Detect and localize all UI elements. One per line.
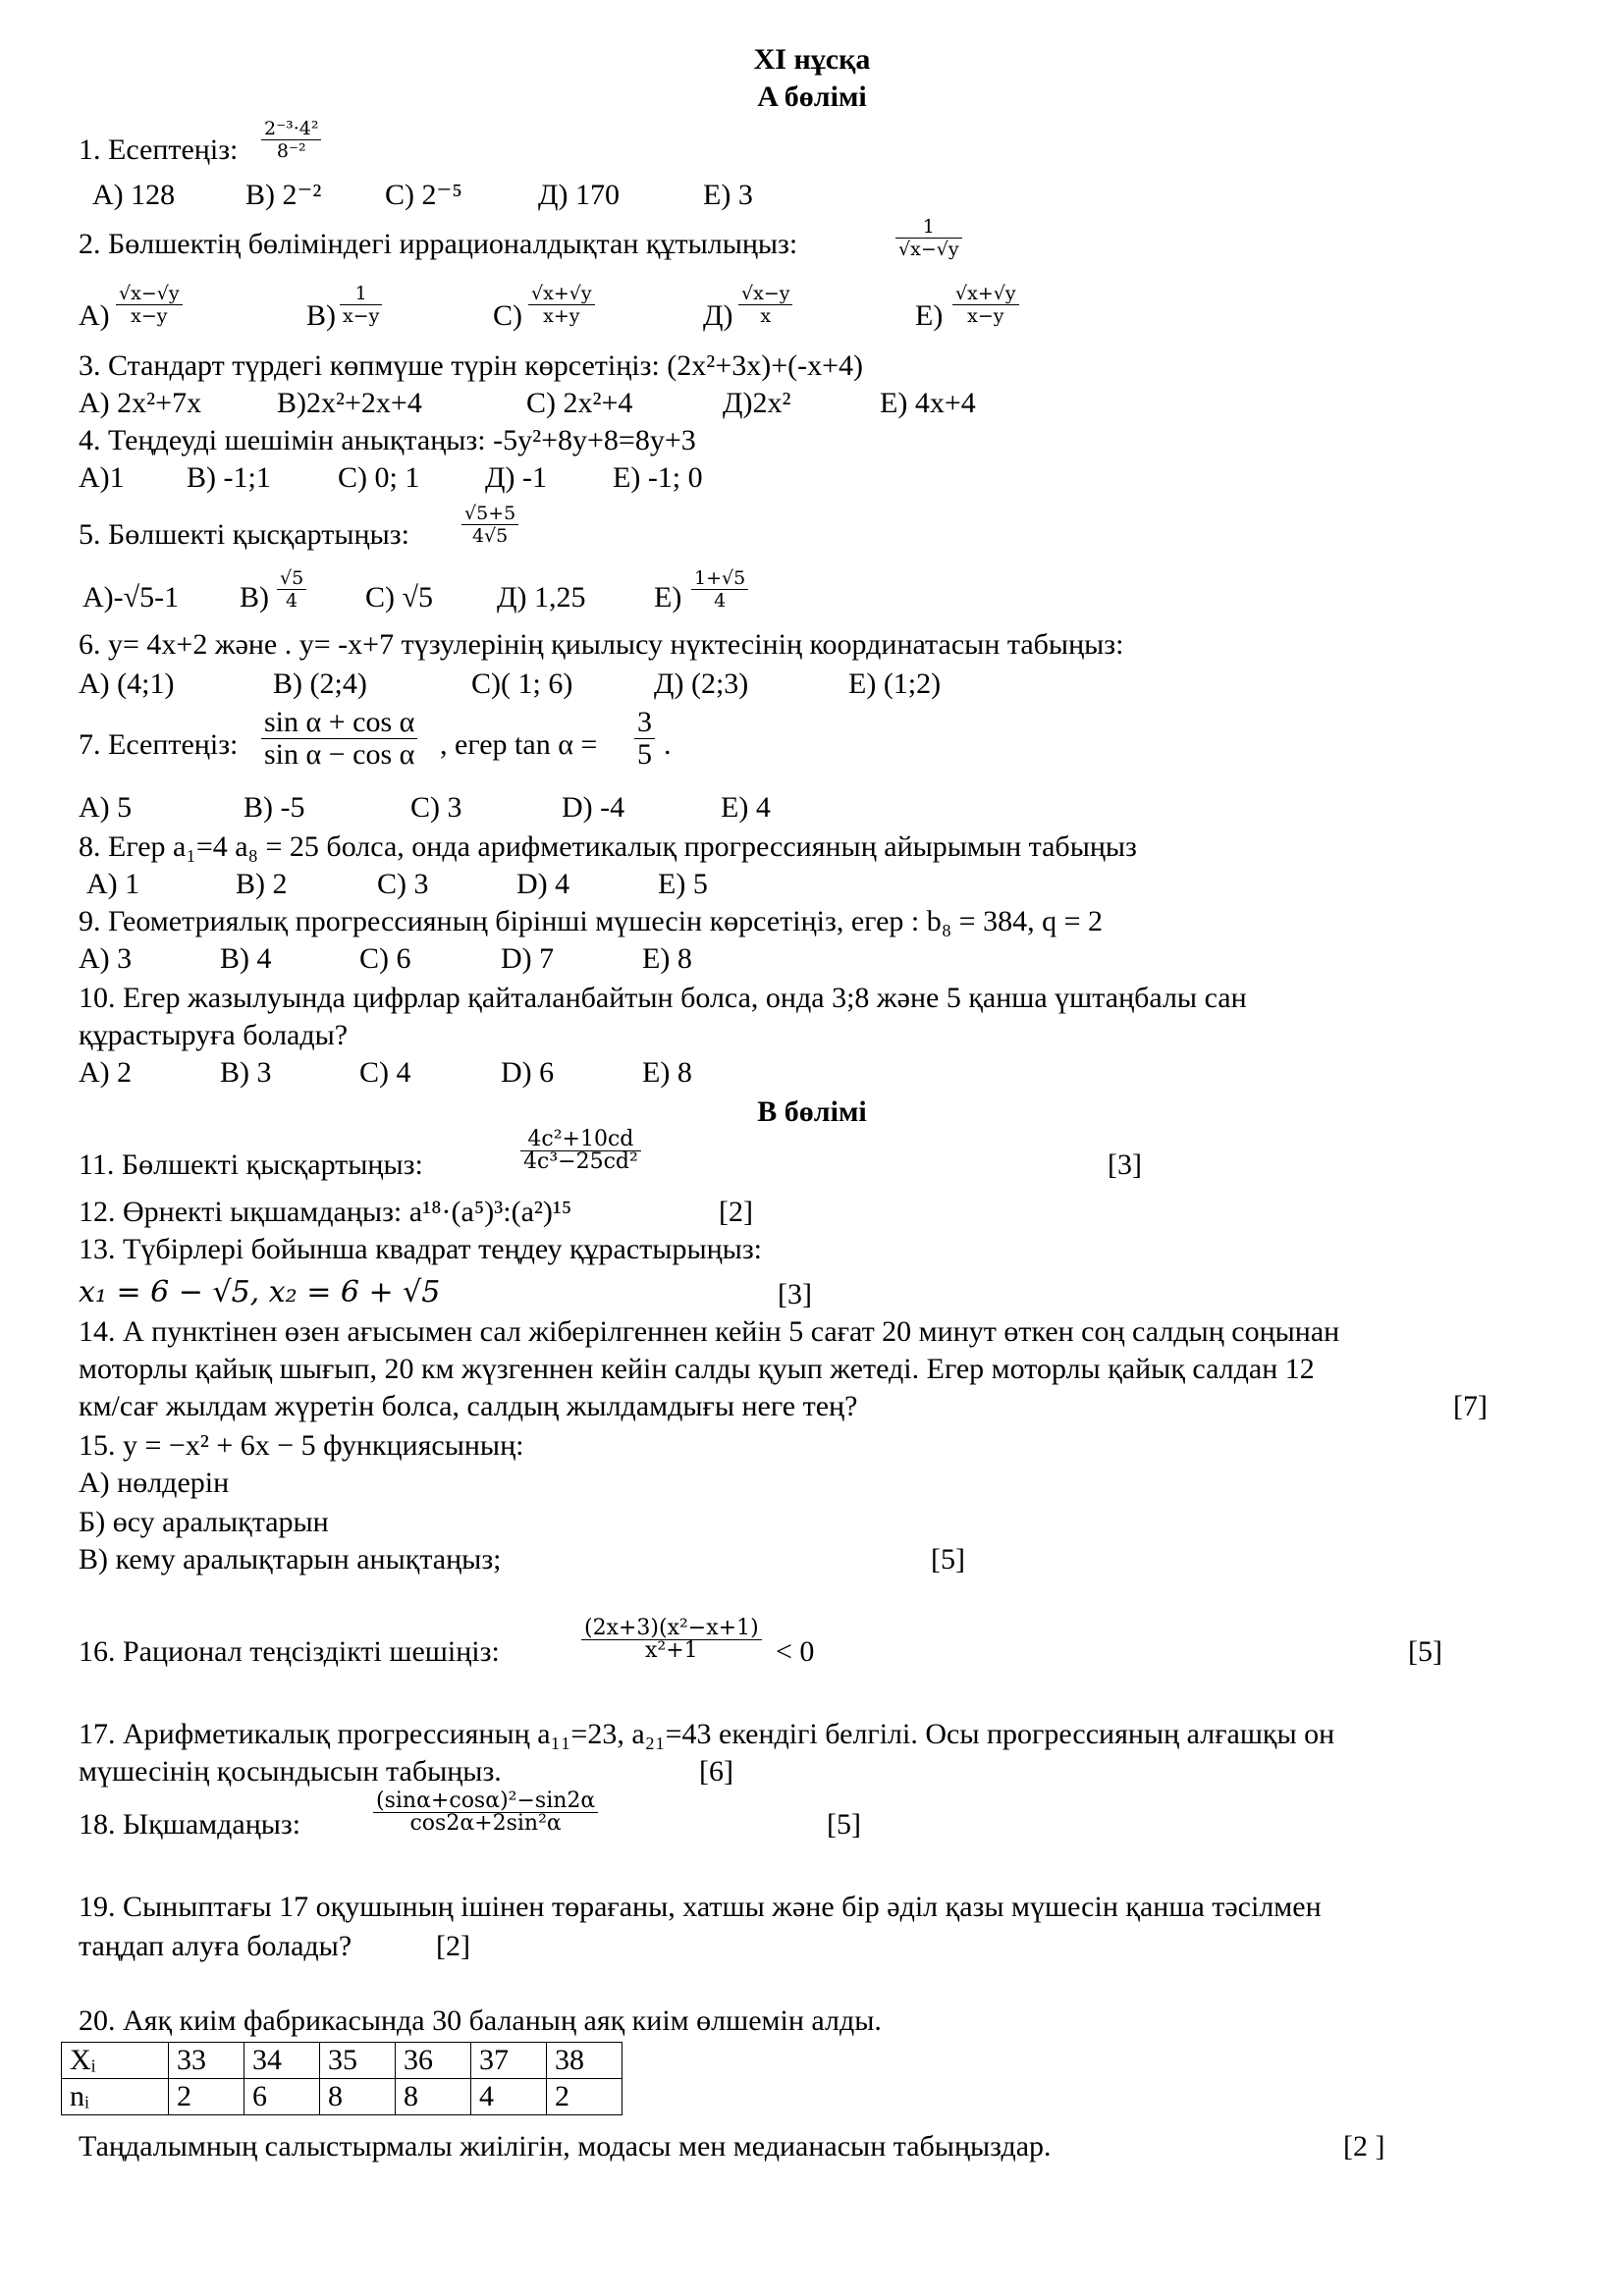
- q18-fraction: [373, 1790, 598, 1835]
- q9-option-e: E) 8: [642, 942, 692, 975]
- q10-option-c: C) 4: [359, 1056, 411, 1089]
- q2-option-d-label: Д): [703, 299, 733, 332]
- table-cell: 2: [169, 2079, 244, 2115]
- q2-option-c-num: √x+√y: [528, 283, 595, 305]
- table-cell: 6: [244, 2079, 320, 2115]
- q7-option-e: E) 4: [721, 791, 771, 824]
- q10-option-d: D) 6: [501, 1056, 555, 1089]
- q7-option-c: C) 3: [410, 791, 462, 824]
- q1-den: 8⁻²: [276, 140, 306, 162]
- q14-line2: моторлы қайық шығып, 20 км жүзгеннен кейін салды қуып жетеді. Егер моторлы қайық салдан 12: [79, 1353, 1315, 1385]
- q1-option-a: A) 128: [92, 179, 176, 211]
- q13-points: [3]: [778, 1278, 812, 1310]
- q5-option-e-num: 1+√5: [691, 567, 748, 590]
- q12-points: [2]: [719, 1196, 753, 1228]
- q18-text: 18. Ықшамдаңыз:: [79, 1808, 301, 1841]
- q4-text: 4. Теңдеуді шешімін анықтаңыз: -5y²+8y+8=8y+3: [79, 424, 696, 456]
- frequency-table: [61, 2042, 623, 2115]
- q10-line1: 10. Егер жазылуында цифрлар қайталанбайтын болса, онда 3;8 және 5 қанша үштаңбалы сан: [79, 982, 1247, 1014]
- q6-text: 6. y= 4x+2 және . y= -x+7 түзулерінің қиылысу нүктесінің координатасын табыңыз:: [79, 628, 1124, 661]
- q2-option-a-num: √x−√y: [116, 283, 183, 305]
- q9-option-c: C) 6: [359, 942, 411, 975]
- q10-option-a: A) 2: [79, 1056, 133, 1089]
- q6-option-b: B) (2;4): [273, 667, 367, 700]
- q7-tan-den: 5: [637, 738, 652, 771]
- table-cell: 2: [547, 2079, 623, 2115]
- q6-option-d: Д) (2;3): [654, 667, 749, 700]
- q20-points: [2 ]: [1343, 2130, 1385, 2163]
- q18-den: cos2α+2sin²α: [409, 1811, 562, 1836]
- q3-option-c: C) 2x²+4: [526, 387, 633, 419]
- q12-text: 12. Өрнекті ықшамдаңыз: a¹⁸·(a⁵)³:(a²)¹⁵: [79, 1196, 572, 1228]
- q11-fraction: [520, 1129, 641, 1173]
- q6-option-e: Е) (1;2): [848, 667, 942, 700]
- q9-option-a: A) 3: [79, 942, 133, 975]
- q7-option-b: B) -5: [244, 791, 305, 824]
- q2-option-d: [738, 283, 792, 327]
- q5-option-b-num: √5: [277, 567, 306, 590]
- q2-option-e: [952, 283, 1019, 327]
- q2-option-b-num: 1: [340, 283, 382, 305]
- q16-fraction: [581, 1618, 762, 1662]
- q2-option-e-den: x−y: [967, 305, 1004, 327]
- q3-option-b: B)2x²+2x+4: [277, 387, 422, 419]
- q11-num: 4c²+10cd: [520, 1129, 641, 1151]
- q5-option-e-den: 4: [714, 590, 727, 612]
- q16-den: x²+1: [645, 1638, 698, 1663]
- q11-points: [3]: [1108, 1148, 1142, 1181]
- q2-text: 2. Бөлшектің бөліміндегі иррационалдықтан құтылыңыз:: [79, 228, 798, 260]
- q2-option-c: [528, 283, 595, 327]
- q2-option-e-label: Е): [915, 299, 944, 332]
- q2-option-d-den: x: [760, 305, 772, 327]
- q2-option-e-num: √x+√y: [952, 283, 1019, 305]
- q6-option-c: C)( 1; 6): [471, 667, 573, 700]
- q7-tan-fraction: [634, 707, 655, 771]
- q2-num: 1: [895, 216, 962, 239]
- table-cell: 8: [320, 2079, 396, 2115]
- q9-option-b: B) 4: [220, 942, 272, 975]
- q7-fraction: [261, 707, 417, 771]
- q2-option-a: [116, 283, 183, 327]
- q15-part-b: Б) өсу аралықтарын: [79, 1506, 329, 1538]
- table-cell: 4: [471, 2079, 547, 2115]
- q13-text: 13. Түбірлері бойынша квадрат теңдеу құрастырыңыз:: [79, 1233, 763, 1265]
- q5-option-b-label: B): [240, 581, 269, 614]
- q8-option-e: E) 5: [658, 868, 708, 900]
- q15-part-a: A) нөлдерін: [79, 1467, 230, 1499]
- q11-text: 11. Бөлшекті қысқартыңыз:: [79, 1148, 423, 1181]
- q13-roots: x₁ = 6 − √5, x₂ = 6 + √5: [79, 1275, 441, 1309]
- q16-num: (2x+3)(x²−x+1): [581, 1618, 762, 1640]
- q2-fraction: [895, 216, 962, 260]
- q16-points: [5]: [1408, 1635, 1442, 1668]
- q2-option-d-num: √x−y: [738, 283, 792, 305]
- table-cell: 36: [396, 2043, 471, 2079]
- q2-option-b: [340, 283, 382, 327]
- q15-part-c: В) кему аралықтарын анықтаңыз;: [79, 1543, 502, 1575]
- q4-option-d: Д) -1: [485, 461, 547, 494]
- q15-text: 15. y = −x² + 6x − 5 функциясының:: [79, 1429, 524, 1462]
- q10-line2: құрастыруға болады?: [79, 1019, 349, 1051]
- q3-option-a: A) 2x²+7x: [79, 387, 202, 419]
- q5-option-e: [691, 567, 748, 612]
- table-cell: 8: [396, 2079, 471, 2115]
- q5-num: √5+5: [461, 503, 518, 525]
- q7-option-d: D) -4: [562, 791, 625, 824]
- q11-den: 4c³−25cd²: [523, 1149, 638, 1174]
- table-cell: 37: [471, 2043, 547, 2079]
- q8-option-b: B) 2: [236, 868, 288, 900]
- q4-option-c: C) 0; 1: [338, 461, 420, 494]
- section-b-title: B бөлімі: [757, 1095, 867, 1128]
- q5-fraction: [461, 503, 518, 547]
- q17-line2: мүшесінің қосындысын табыңыз.: [79, 1755, 502, 1788]
- q19-line2: таңдап алуға болады?: [79, 1930, 352, 1962]
- q4-option-a: A)1: [79, 461, 125, 494]
- q10-option-b: B) 3: [220, 1056, 272, 1089]
- q14-line1: 14. А пунктінен өзен ағысымен сал жіберілгеннен кейін 5 сағат 20 минут өткен соң салдың соңынан: [79, 1315, 1340, 1348]
- table-row-head: nᵢ: [62, 2079, 169, 2115]
- table-row-head: Xᵢ: [62, 2043, 169, 2079]
- q7-text: 7. Есептеңіз:: [79, 728, 239, 761]
- table-cell: 38: [547, 2043, 623, 2079]
- q7-dot: .: [664, 728, 672, 761]
- q5-option-a: A)-√5-1: [82, 581, 180, 614]
- q5-option-b-den: 4: [286, 590, 298, 612]
- q2-option-a-den: x−y: [131, 305, 168, 327]
- q2-option-c-label: C): [493, 299, 522, 332]
- q14-line3: км/сағ жылдам жүретін болса, салдың жылдамдығы неге тең?: [79, 1390, 858, 1422]
- q3-text: 3. Стандарт түрдегі көпмүше түрін көрсетіңіз: (2x²+3x)+(-x+4): [79, 349, 864, 382]
- q9-text: 9. Геометриялық прогрессияның бірінші мүшесін көрсетіңіз, егер : b₈ = 384, q = 2: [79, 905, 1104, 937]
- q5-den: 4√5: [471, 525, 509, 547]
- q14-points: [7]: [1453, 1390, 1488, 1422]
- variant-title: XI нұсқа: [753, 43, 871, 76]
- section-a-title: A бөлімі: [757, 80, 867, 113]
- q2-option-b-den: x−y: [343, 305, 380, 327]
- q2-option-b-label: B): [306, 299, 336, 332]
- q3-option-d: Д)2x²: [723, 387, 791, 419]
- q1-option-c: C) 2⁻⁵: [385, 179, 462, 211]
- q3-option-e: Е) 4x+4: [880, 387, 976, 419]
- q5-text: 5. Бөлшекті қысқартыңыз:: [79, 518, 409, 551]
- table-row-counts: [62, 2079, 623, 2115]
- q17-line1: 17. Арифметикалық прогрессияның a₁₁=23, a₂₁=43 екендігі белгілі. Осы прогрессияның алғашқы он: [79, 1718, 1335, 1750]
- q1-option-b: B) 2⁻²: [245, 179, 322, 211]
- q4-option-b: B) -1;1: [187, 461, 271, 494]
- q5-option-c: C) √5: [365, 581, 433, 614]
- q4-option-e: Е) -1; 0: [613, 461, 703, 494]
- q2-option-a-label: A): [79, 299, 110, 332]
- q19-points: [2]: [436, 1930, 470, 1962]
- q20-task: Таңдалымның салыстырмалы жиілігін, модасы мен медианасын табыңыздар.: [79, 2130, 1052, 2163]
- table-cell: 35: [320, 2043, 396, 2079]
- q1-text: 1. Есептеңіз:: [79, 133, 239, 166]
- q2-option-c-den: x+y: [543, 305, 580, 327]
- q19-line1: 19. Сыныптағы 17 оқушының ішінен төрағаны, хатшы және бір әділ қазы мүшесін қанша тәсілмен: [79, 1891, 1322, 1923]
- q15-points: [5]: [931, 1543, 965, 1575]
- q18-num: (sinα+cosα)²−sin2α: [373, 1790, 598, 1813]
- q7-option-a: A) 5: [79, 791, 133, 824]
- q1-fraction: [261, 118, 321, 162]
- table-row-sizes: [62, 2043, 623, 2079]
- q8-text: 8. Егер a₁=4 a₈ = 25 болса, онда арифметикалық прогрессияның айырымын табыңыз: [79, 830, 1137, 863]
- q1-option-e: Е) 3: [703, 179, 753, 211]
- q8-option-c: C) 3: [377, 868, 429, 900]
- table-cell: 34: [244, 2043, 320, 2079]
- q20-text: 20. Аяқ киім фабрикасында 30 баланың аяқ киім өлшемін алды.: [79, 2004, 882, 2037]
- q5-option-e-label: Е): [654, 581, 682, 614]
- table-cell: 33: [169, 2043, 244, 2079]
- q8-option-d: D) 4: [516, 868, 570, 900]
- q5-option-b: [277, 567, 306, 612]
- q7-den: sin α − cos α: [264, 738, 415, 771]
- q18-points: [5]: [827, 1808, 861, 1841]
- q10-option-e: E) 8: [642, 1056, 692, 1089]
- q2-den: √x−√y: [898, 239, 959, 260]
- q1-num: 2⁻³·4²: [261, 118, 321, 140]
- q7-num: sin α + cos α: [261, 707, 417, 739]
- q1-option-d: Д) 170: [538, 179, 620, 211]
- q8-option-a: A) 1: [86, 868, 140, 900]
- q7-condition: , егер tan α =: [440, 728, 598, 761]
- q16-relation: < 0: [776, 1635, 815, 1668]
- q9-option-d: D) 7: [501, 942, 555, 975]
- q5-option-d: Д) 1,25: [497, 581, 586, 614]
- q17-points: [6]: [699, 1755, 733, 1788]
- q16-text: 16. Рационал теңсіздікті шешіңіз:: [79, 1635, 500, 1668]
- q6-option-a: A) (4;1): [79, 667, 175, 700]
- q7-tan-num: 3: [634, 707, 655, 739]
